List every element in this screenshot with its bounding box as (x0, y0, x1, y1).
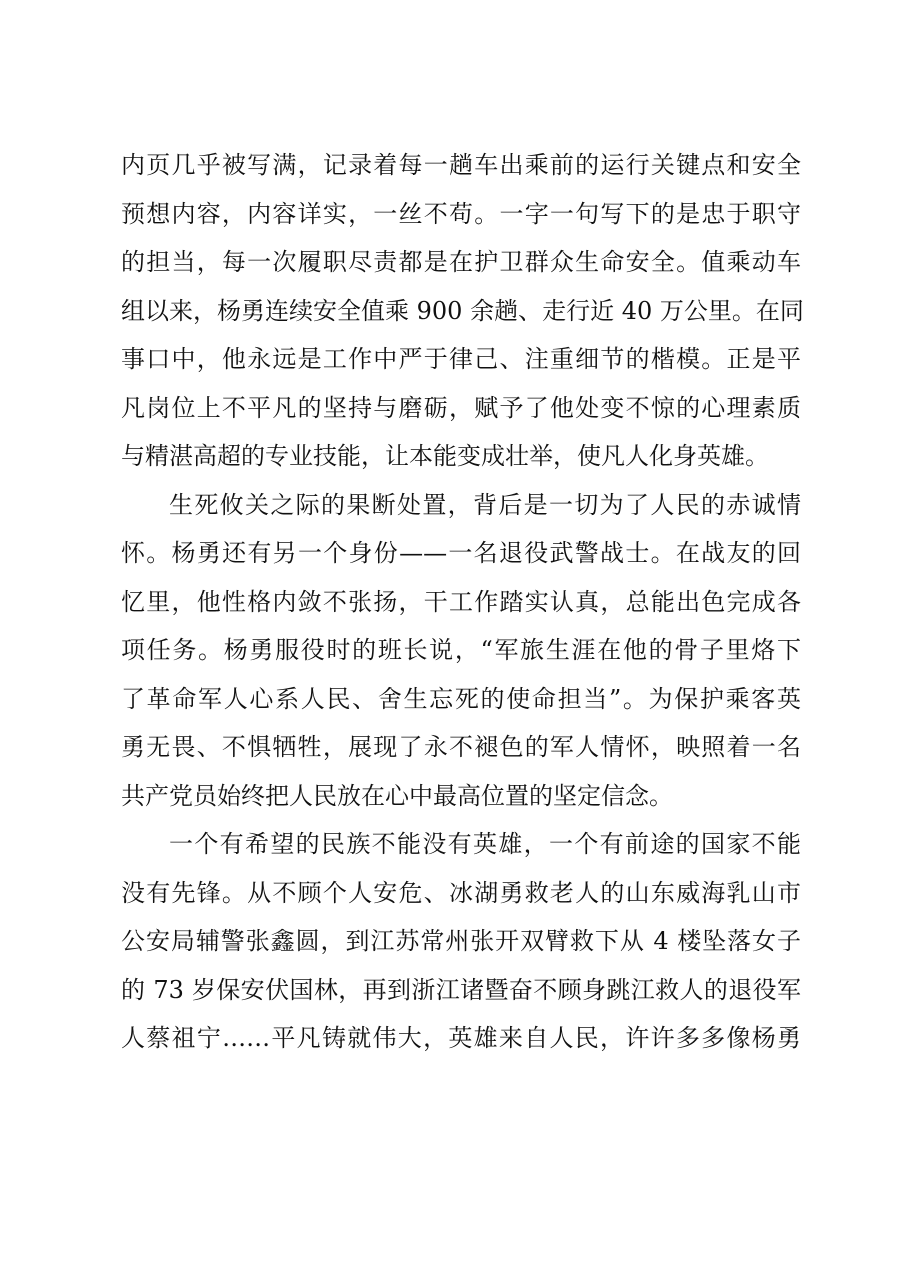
text-line: 人蔡祖宁……平凡铸就伟大，英雄来自人民，许许多多像杨勇 (121, 1024, 801, 1052)
text-line: 组以来，杨勇连续安全值乘 900 余趟、走行近 40 万公里。在同 (121, 296, 804, 325)
text-line: 没有先锋。从不顾个人安危、冰湖勇救老人的山东威海乳山市 (121, 878, 801, 907)
text-line: 生死攸关之际的果断处置，背后是一切为了人民的赤诚情 (169, 490, 801, 519)
paragraph (121, 820, 801, 1063)
text-line: 共产党员始终把人民放在心中最高位置的坚定信念。 (121, 781, 673, 810)
text-line: 忆里，他性格内敛不张扬，干工作踏实认真，总能出色完成各 (121, 587, 801, 616)
text-line: 了革命军人心系人民、舍生忘死的使命担当”。为保护乘客英 (121, 684, 801, 713)
paragraph (121, 481, 801, 821)
paragraph (121, 141, 804, 481)
text-line: 预想内容，内容详实，一丝不苟。一字一句写下的是忠于职守 (121, 199, 801, 228)
text-line: 项任务。杨勇服役时的班长说，“军旅生涯在他的骨子里烙下 (121, 636, 801, 664)
text-line: 事口中，他永远是工作中严于律己、注重细节的楷模。正是平 (121, 345, 801, 373)
text-line: 怀。杨勇还有另一个身份——一名退役武警战士。在战友的回 (121, 539, 801, 567)
body-text (121, 141, 804, 1063)
text-line: 公安局辅警张鑫圆，到江苏常州张开双臂救下从 4 楼坠落女子 (121, 927, 801, 955)
text-line: 内页几乎被写满，记录着每一趟车出乘前的运行关键点和安全 (121, 151, 801, 179)
text-line: 与精湛高超的专业技能，让本能变成壮举，使凡人化身英雄。 (121, 442, 769, 470)
text-line: 一个有希望的民族不能没有英雄，一个有前途的国家不能 (169, 830, 801, 858)
text-line: 凡岗位上不平凡的坚持与磨砺，赋予了他处变不惊的心理素质 (121, 393, 801, 422)
text-line: 勇无畏、不惧牺牲，展现了永不褪色的军人情怀，映照着一名 (121, 733, 801, 761)
text-line: 的 73 岁保安伏国林，再到浙江诸暨奋不顾身跳江救人的退役军 (121, 975, 801, 1004)
text-line: 的担当，每一次履职尽责都是在护卫群众生命安全。值乘动车 (121, 248, 801, 276)
